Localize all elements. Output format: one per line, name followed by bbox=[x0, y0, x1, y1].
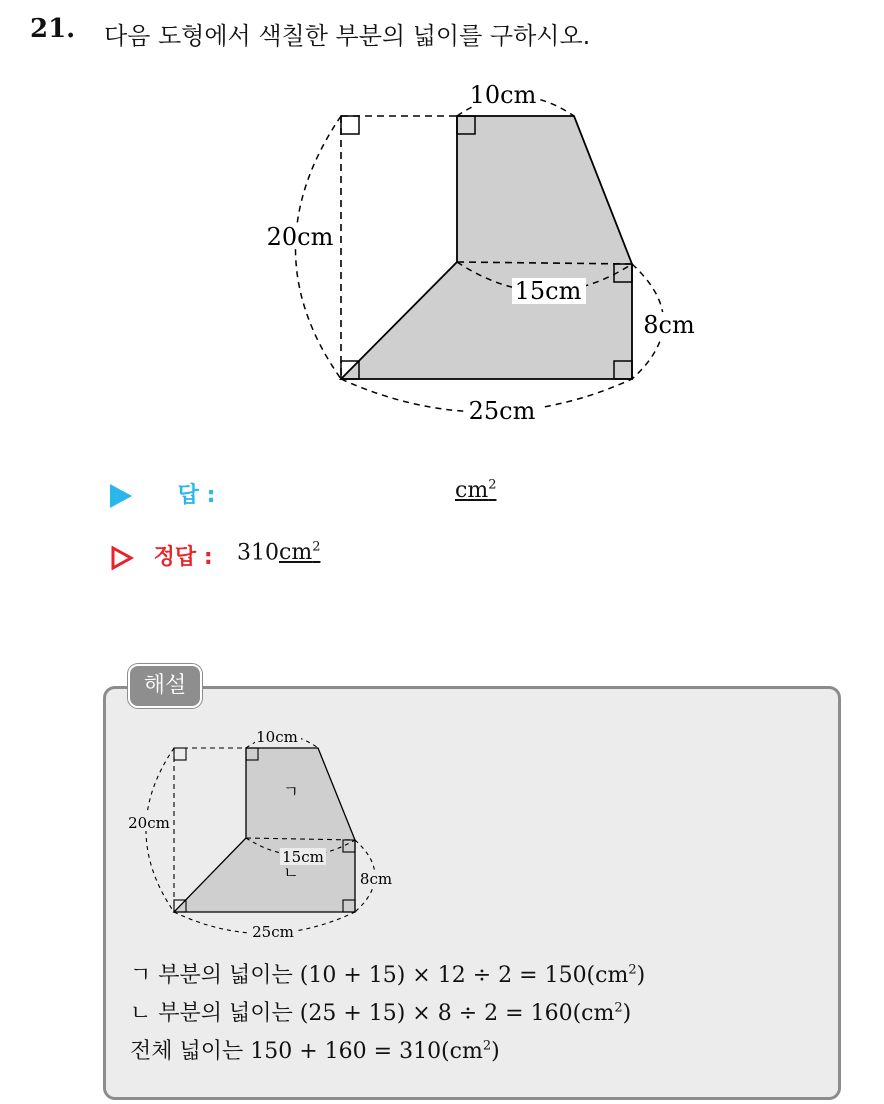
region-b-label: ㄴ bbox=[283, 863, 299, 882]
label-top: 10cm bbox=[469, 81, 537, 109]
correct-answer-label: 정답 : bbox=[153, 545, 213, 570]
answer-unit: cm bbox=[455, 478, 489, 504]
small-label-left: 20cm bbox=[128, 814, 170, 832]
small-label-top: 10cm bbox=[256, 728, 298, 746]
correct-answer-unit-power: 2 bbox=[312, 540, 321, 555]
region-a-label: ㄱ bbox=[283, 782, 299, 801]
question-number: 21. bbox=[30, 14, 76, 44]
solution-line-1: ㄱ 부분의 넓이는 $(10 + 15) \times 12 \div 2 = 150(cm^2)$ bbox=[130, 962, 646, 988]
correct-answer-number: 310 bbox=[237, 540, 279, 566]
question-text: 다음 도형에서 색칠한 부분의 넓이를 구하시오. bbox=[104, 22, 591, 50]
correct-answer-unit: cm bbox=[279, 540, 313, 566]
solution-line-3: 전체 넓이는 $150 + 160 = 310(cm^2)$ bbox=[130, 1038, 500, 1064]
solution-line-2: ㄴ 부분의 넓이는 $(25 + 15) \times 8 \div 2 = 160(cm^2)$ bbox=[130, 1000, 632, 1026]
label-right: 8cm bbox=[643, 311, 695, 339]
small-label-right: 8cm bbox=[359, 870, 393, 888]
shaded-region-small bbox=[174, 748, 355, 912]
label-bottom: 25cm bbox=[468, 397, 536, 425]
small-label-bottom: 25cm bbox=[252, 923, 294, 941]
answer-unit-power: 2 bbox=[488, 478, 497, 493]
label-left: 20cm bbox=[266, 223, 334, 251]
label-middle: 15cm bbox=[514, 277, 582, 305]
small-label-middle: 15cm bbox=[282, 848, 324, 866]
answer-label: 답 : bbox=[177, 483, 216, 508]
explanation-tag: 해설 bbox=[128, 664, 202, 708]
